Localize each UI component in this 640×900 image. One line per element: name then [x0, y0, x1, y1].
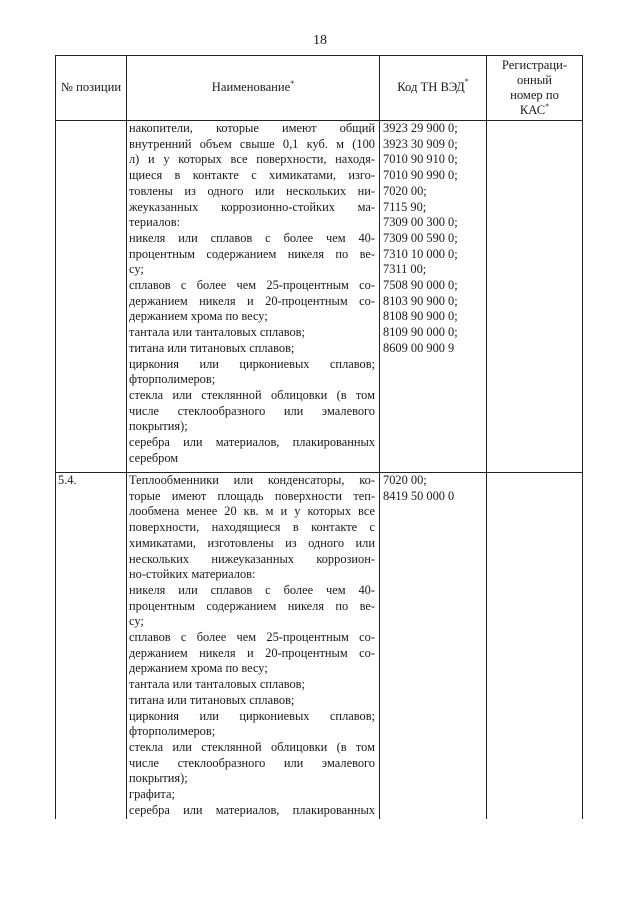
code-line: 8103 90 900 0; [383, 293, 458, 308]
name-line: сплавов с более чем 25-процентным со- [129, 630, 375, 645]
name-line: тантала или танталовых сплавов; [129, 677, 305, 692]
row-position [56, 121, 127, 473]
table-row [56, 473, 583, 820]
name-line: покрытия); [129, 771, 188, 786]
header-position-label: № позиции [60, 80, 122, 95]
name-line: су; [129, 614, 144, 629]
name-line: стекла или стеклянной облицовки (в том [129, 739, 375, 754]
name-line: лообмена менее 20 кв. м и у которых все [129, 504, 375, 519]
name-line: нескольких нижеуказанных коррозион- [129, 551, 375, 566]
header-cas-line [489, 103, 580, 118]
header-cas-line: номер по [510, 88, 559, 102]
name-line: держанием хрома по весу; [129, 661, 268, 676]
name-line: торые имеют площадь поверхности теп- [129, 488, 375, 503]
header-code-label: Код ТН ВЭД [397, 80, 465, 95]
name-line: держанием хрома по весу; [129, 309, 268, 324]
name-line: фторполимеров; [129, 724, 216, 739]
page-number: 18 [313, 33, 327, 48]
header-cas-last: КАС [519, 103, 546, 117]
code-line: 7309 00 300 0; [383, 215, 458, 230]
row-name [127, 121, 380, 473]
name-line: но-стойких материалов: [129, 567, 256, 582]
name-line: покрытия); [129, 419, 188, 434]
code-line: 8108 90 900 0; [383, 309, 458, 324]
header-cas-line: онный [517, 73, 552, 87]
table-row [56, 121, 583, 473]
row-position: 5.4. [56, 473, 127, 820]
name-line: Теплообменники или конденсаторы, ко- [129, 473, 375, 487]
name-line: жеуказанных коррозионно-стойких ма- [129, 199, 375, 214]
header-code-footnote: * [464, 76, 469, 86]
name-line: сплавов с более чем 25-процентным со- [129, 278, 375, 293]
code-line: 3923 30 909 0; [383, 136, 458, 151]
code-line: 8419 50 000 0 [383, 488, 455, 503]
name-line: циркония или циркониевых сплавов; [129, 356, 375, 371]
header-name-footnote: * [290, 78, 295, 88]
name-line: титана или титановых сплавов; [129, 340, 295, 355]
row-cas [487, 473, 583, 820]
code-line: 8609 00 900 9 [383, 340, 455, 355]
code-line: 7020 00; [383, 183, 427, 198]
name-line: никеля или сплавов с более чем 40- [129, 582, 375, 597]
name-line: л) и у которых все поверхности, находя- [129, 152, 375, 167]
name-line: внутренний объем свыше 0,1 куб. м (100 [129, 136, 375, 151]
header-code [380, 56, 487, 121]
header-name [127, 56, 380, 121]
name-line: товлены из одного или нескольких ни- [129, 183, 375, 198]
name-line: су; [129, 262, 144, 277]
code-line: 7309 00 590 0; [383, 230, 458, 245]
table-header-row [56, 56, 583, 121]
code-line: 3923 29 900 0; [383, 121, 458, 135]
name-line: никеля или сплавов с более чем 40- [129, 230, 375, 245]
name-line: тантала или танталовых сплавов; [129, 325, 305, 340]
header-cas-line: Регистраци- [501, 58, 568, 72]
code-line: 7020 00; [383, 473, 427, 487]
header-name-label: Наименование [211, 80, 291, 95]
name-line: титана или титановых сплавов; [129, 692, 295, 707]
name-line: накопители, которые имеют общий [129, 121, 375, 135]
name-line: поверхности, находящиеся в контакте с [129, 520, 375, 535]
code-line: 7311 00; [383, 262, 427, 277]
code-line: 7010 90 990 0; [383, 168, 458, 183]
name-line: держанием никеля и 20-процентным со- [129, 645, 375, 660]
code-line: 7310 10 000 0; [383, 246, 458, 261]
header-position [56, 56, 127, 121]
name-line: процентным содержанием никеля по ве- [129, 598, 375, 613]
code-line: 8109 90 000 0; [383, 325, 458, 340]
name-line: процентным содержанием никеля по ве- [129, 246, 375, 261]
code-line: 7508 90 000 0; [383, 278, 458, 293]
code-line: 7010 90 910 0; [383, 152, 458, 167]
name-line: щиеся в контакте с химикатами, изго- [129, 168, 375, 183]
name-line: графита; [129, 787, 175, 802]
name-line: териалов: [129, 215, 181, 230]
name-line: фторполимеров; [129, 372, 216, 387]
name-line: держанием никеля и 20-процентным со- [129, 293, 375, 308]
name-line: стекла или стеклянной облицовки (в том [129, 387, 375, 402]
header-cas-footnote: * [545, 101, 550, 111]
row-code [380, 473, 487, 820]
row-cas [487, 121, 583, 473]
header-cas [487, 56, 583, 121]
row-code [380, 121, 487, 473]
name-line: числе стеклообразного или эмалевого [129, 403, 375, 418]
row-name [127, 473, 380, 820]
name-line: числе стеклообразного или эмалевого [129, 755, 375, 770]
substances-table [55, 55, 583, 819]
name-line: циркония или циркониевых сплавов; [129, 708, 375, 723]
name-line: серебра или материалов, плакированных [129, 802, 375, 817]
name-line: химикатами, изготовлены из одного или [129, 535, 375, 550]
name-line: серебром [129, 450, 179, 465]
code-line: 7115 90; [383, 199, 427, 214]
name-line: серебра или материалов, плакированных [129, 435, 375, 450]
